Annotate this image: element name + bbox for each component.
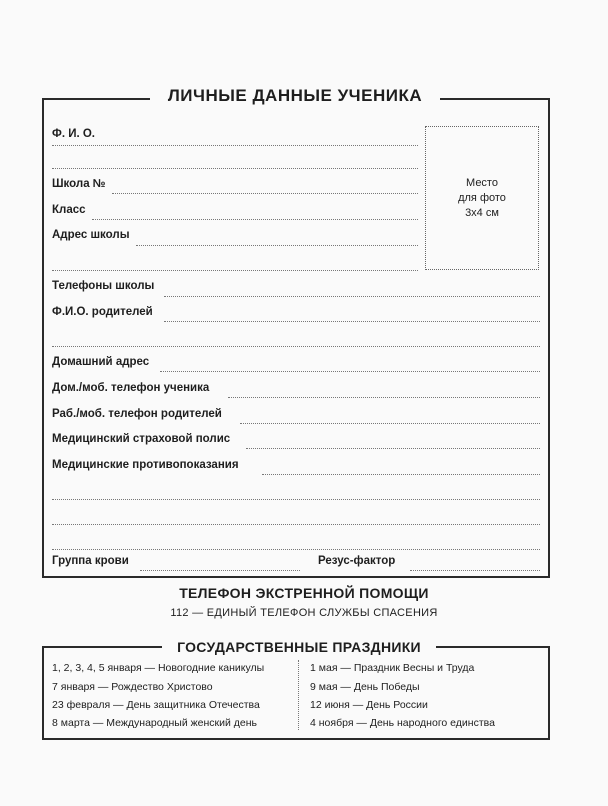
holiday-item: 23 февраля — День защитника Отечества bbox=[52, 699, 260, 711]
holiday-item: 7 января — Рождество Христово bbox=[52, 681, 213, 693]
write-line bbox=[240, 423, 540, 424]
write-line bbox=[52, 168, 418, 169]
label-blood-group: Группа крови bbox=[52, 555, 129, 567]
write-line bbox=[52, 145, 418, 146]
write-line bbox=[164, 296, 540, 297]
write-line bbox=[52, 524, 540, 525]
write-line bbox=[228, 397, 540, 398]
label-class: Класс bbox=[52, 204, 86, 216]
label-contraindications: Медицинские противопоказания bbox=[52, 459, 239, 471]
label-parents-fio: Ф.И.О. родителей bbox=[52, 306, 153, 318]
emergency-title: ТЕЛЕФОН ЭКСТРЕННОЙ ПОМОЩИ bbox=[179, 585, 429, 601]
label-parents-phone: Раб./моб. телефон родителей bbox=[52, 408, 222, 420]
photo-label-line-3: 3х4 см bbox=[465, 206, 499, 219]
holiday-item: 4 ноября — День народного единства bbox=[310, 717, 495, 729]
label-school-address: Адрес школы bbox=[52, 229, 130, 241]
holiday-item: 1, 2, 3, 4, 5 января — Новогодние каникулы bbox=[52, 662, 265, 674]
photo-label-line-2: для фото bbox=[458, 191, 506, 204]
write-line bbox=[52, 270, 418, 271]
label-insurance: Медицинский страховой полис bbox=[52, 433, 231, 445]
holiday-item: 12 июня — День России bbox=[310, 699, 428, 711]
label-school: Школа № bbox=[52, 178, 106, 190]
label-home-address: Домашний адрес bbox=[52, 356, 150, 368]
write-line bbox=[136, 245, 418, 246]
write-line bbox=[112, 193, 418, 194]
holidays-divider bbox=[298, 660, 299, 730]
write-line bbox=[52, 499, 540, 500]
write-line bbox=[160, 371, 540, 372]
emergency-subtitle: 112 — ЕДИНЫЙ ТЕЛЕФОН СЛУЖБЫ СПАСЕНИЯ bbox=[170, 607, 438, 619]
holiday-item: 9 мая — День Победы bbox=[310, 681, 420, 693]
photo-placeholder bbox=[425, 126, 539, 270]
write-line bbox=[410, 570, 540, 571]
write-line bbox=[52, 549, 540, 550]
photo-label-line-1: Место bbox=[466, 176, 498, 189]
write-line bbox=[52, 346, 540, 347]
holidays-title: ГОСУДАРСТВЕННЫЕ ПРАЗДНИКИ bbox=[162, 636, 436, 658]
form-title: ЛИЧНЫЕ ДАННЫЕ УЧЕНИКА bbox=[150, 83, 440, 109]
holiday-item: 1 мая — Праздник Весны и Труда bbox=[310, 662, 475, 674]
label-student-phone: Дом./моб. телефон ученика bbox=[52, 382, 210, 394]
write-line bbox=[164, 321, 540, 322]
label-school-phones: Телефоны школы bbox=[52, 280, 155, 292]
write-line bbox=[140, 570, 300, 571]
write-line bbox=[92, 219, 418, 220]
write-line bbox=[262, 474, 540, 475]
write-line bbox=[246, 448, 540, 449]
holiday-item: 8 марта — Международный женский день bbox=[52, 717, 258, 729]
label-rh-factor: Резус-фактор bbox=[318, 555, 396, 567]
label-fio: Ф. И. О. bbox=[52, 128, 96, 140]
